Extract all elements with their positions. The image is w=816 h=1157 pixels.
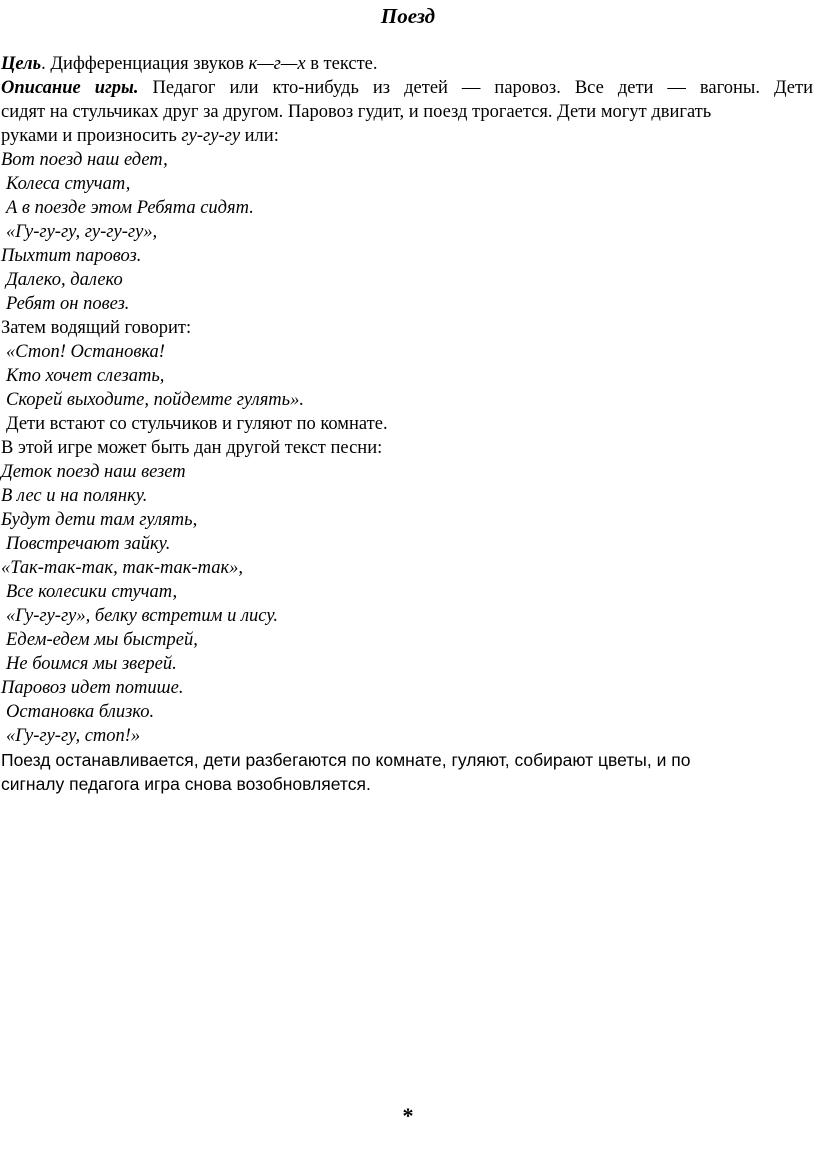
goal-label: Цель [1,54,42,74]
verse1-line: Далеко, далеко [6,270,123,290]
verse1-line: Ребят он повез. [6,294,130,314]
verse2-line: «Стоп! Остановка! [6,342,165,362]
verse3-line: «Гу-гу-гу, стоп!» [6,726,141,746]
ending-line: сигналу педагога игра снова возобновляется. [1,774,371,794]
verse1-line: «Гу-гу-гу, гу-гу-гу», [6,222,158,242]
description-line1-rest: Педагог или кто-нибудь из детей — паровоз. Все дети — вагоны. Дети [138,78,813,98]
goal-line [1,52,813,76]
description-line-2: сидят на стульчиках друг за другом. Паровоз гудит, и поезд трогается. Дети могут двигать [1,102,712,122]
description-line3-sound: гу-гу-гу [181,126,241,146]
verse3-line: Не боимся мы зверей. [6,654,177,674]
verse3-line: Паровоз идет потише. [1,678,184,698]
ending-line: Поезд останавливается, дети разбегаются по комнате, гуляют, собирают цветы, и по [1,750,691,770]
verse3-line: Остановка близко. [6,702,155,722]
document-title: Поезд [380,4,436,28]
verse3-line: Деток поезд наш везет [1,462,186,482]
goal-text-before: . Дифференциация звуков [41,54,249,74]
description-line3-before: руками и произносить [1,126,182,146]
verse3-line: Едем-едем мы быстрей, [6,630,198,650]
children-stand-line: Дети встают со стульчиков и гуляют по комнате. [6,414,388,434]
leader-says-line: Затем водящий говорит: [1,318,192,338]
verse1-line: А в поезде этом Ребята сидят. [6,198,254,218]
other-text-intro-line: В этой игре может быть дан другой текст песни: [1,438,383,458]
verse1-line: Вот поезд наш едет, [1,150,168,170]
document-body [1,52,813,796]
verse3-line: Все колесики стучат, [6,582,178,602]
description-line3-after: или: [240,126,279,146]
goal-text-after: в тексте. [305,54,378,74]
verse3-line: «Так-так-так, так-так-так», [1,558,243,578]
verse3-line: В лес и на полянку. [1,486,148,506]
verse3-line: Будут дети там гулять, [1,510,198,530]
verse3-line: Повстречают зайку. [6,534,171,554]
goal-sounds: к—г—х [248,54,306,74]
verse3-line: «Гу-гу-гу», белку встретим и лису. [6,606,279,626]
verse2-line: Скорей выходите, пойдемте гулять». [6,390,304,410]
description-line-3 [1,124,813,148]
description-line-1 [1,76,813,100]
description-label: Описание игры. [1,78,139,98]
verse1-line: Пыхтит паровоз. [1,246,142,266]
verse1-line: Колеса стучат, [6,174,131,194]
verse2-line: Кто хочет слезать, [6,366,165,386]
footer-asterisk: * [402,1103,414,1128]
